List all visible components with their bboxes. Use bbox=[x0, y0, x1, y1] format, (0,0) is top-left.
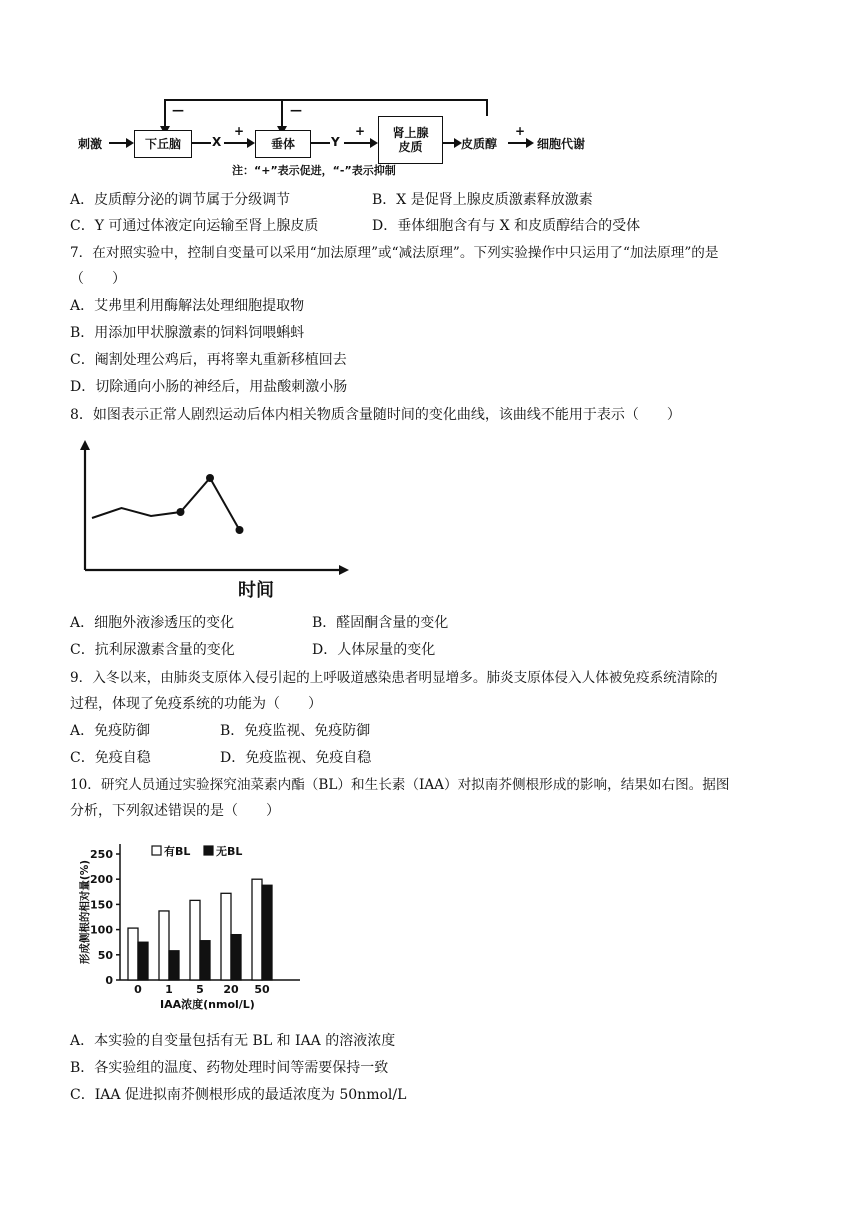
diagram-y-label: Y bbox=[331, 135, 340, 149]
line-chart bbox=[70, 438, 370, 608]
y-tick-label: 0 bbox=[105, 974, 113, 987]
y-tick-label: 250 bbox=[90, 848, 113, 861]
bar-without-bl bbox=[231, 935, 241, 980]
legend-swatch bbox=[204, 846, 213, 855]
bar-with-bl bbox=[159, 911, 169, 980]
diagram-x-label: X bbox=[212, 135, 222, 149]
q7-option-b: B．用添加甲状腺激素的饲料饲喂蝌蚪 bbox=[70, 325, 305, 341]
diagram-stimulus: 刺激 bbox=[78, 137, 103, 151]
q8-stem: 8．如图表示正常人剧烈运动后体内相关物质含量随时间的变化曲线，该曲线不能用于表示（ ） bbox=[70, 407, 681, 423]
diagram-plus-3: + bbox=[515, 124, 526, 138]
q7-option-c: C．阉割处理公鸡后，再将睾丸重新移植回去 bbox=[70, 352, 347, 368]
line-point bbox=[206, 474, 214, 482]
diagram-hypothalamus-label: 下丘脑 bbox=[144, 137, 181, 151]
legend-label: 有BL bbox=[164, 845, 191, 858]
q6-option-c: C．Y 可通过体液定向运输至肾上腺皮质 bbox=[70, 218, 319, 234]
bar-without-bl bbox=[169, 951, 179, 980]
line-chart-x-axis-label: 时间 bbox=[238, 580, 274, 601]
bar-with-bl bbox=[221, 893, 231, 980]
q7-stem-line2: （ ） bbox=[70, 271, 126, 287]
q10-option-a: A．本实验的自变量包括有无 BL 和 IAA 的溶液浓度 bbox=[70, 1033, 396, 1049]
bar-without-bl bbox=[262, 885, 272, 980]
diagram-minus-1: — bbox=[172, 103, 184, 117]
diagram-hypothalamus-box bbox=[134, 130, 192, 158]
line-series bbox=[92, 478, 240, 530]
feedback-diagram-lines bbox=[0, 0, 860, 200]
bar-chart-x-axis-label: IAA浓度(nmol/L) bbox=[160, 998, 255, 1011]
y-tick-label: 200 bbox=[90, 873, 113, 887]
x-tick-label: 0 bbox=[134, 983, 142, 996]
q10-stem-line1: 10．研究人员通过实验探究油菜素内酯（BL）和生长素（IAA）对拟南芥侧根形成的影响，结果如右图。据图 bbox=[70, 777, 730, 793]
diagram-adrenal-cortex-box bbox=[378, 116, 443, 164]
diagram-plus-2: + bbox=[355, 124, 366, 138]
q6-option-b: B．X 是促肾上腺皮质激素释放激素 bbox=[372, 192, 593, 208]
q8-option-d: D．人体尿量的变化 bbox=[312, 642, 436, 658]
y-tick-label: 150 bbox=[90, 898, 113, 912]
q9-option-a: A．免疫防御 bbox=[70, 723, 151, 739]
bar-with-bl bbox=[252, 879, 262, 980]
bar-with-bl bbox=[190, 900, 200, 980]
x-tick-label: 5 bbox=[196, 983, 204, 996]
q7-option-d: D．切除通向小肠的神经后，用盐酸刺激小肠 bbox=[70, 379, 348, 395]
diagram-pituitary-box bbox=[255, 130, 311, 158]
y-tick-label: 100 bbox=[90, 923, 113, 937]
diagram-metabolism: 细胞代谢 bbox=[537, 137, 586, 151]
line-point bbox=[177, 508, 185, 516]
q6-option-d: D．垂体细胞含有与 X 和皮质醇结合的受体 bbox=[372, 218, 641, 234]
legend-label: 无BL bbox=[216, 845, 243, 858]
diagram-minus-2: — bbox=[290, 103, 302, 117]
bar-with-bl bbox=[128, 928, 138, 980]
diagram-plus-1: + bbox=[234, 124, 245, 138]
diagram-note: 注：“+”表示促进，“-”表示抑制 bbox=[232, 164, 396, 177]
q8-option-b: B．醛固酮含量的变化 bbox=[312, 615, 449, 631]
q10-option-b: B．各实验组的温度、药物处理时间等需要保持一致 bbox=[70, 1060, 389, 1076]
diagram-adrenal-label-1: 肾上腺 bbox=[392, 126, 429, 140]
line-point bbox=[236, 526, 244, 534]
q9-stem-line1: 9．入冬以来，由肺炎支原体入侵引起的上呼吸道感染患者明显增多。肺炎支原体侵入人体被免疫系统清除的 bbox=[70, 670, 718, 686]
y-tick-label: 50 bbox=[97, 948, 113, 962]
q8-option-c: C．抗利尿激素含量的变化 bbox=[70, 642, 235, 658]
bar-without-bl bbox=[200, 941, 210, 980]
diagram-pituitary-label: 垂体 bbox=[270, 137, 295, 151]
x-tick-label: 20 bbox=[223, 983, 239, 996]
bar-chart-y-axis-label: 形成侧根的相对量(%) bbox=[79, 859, 91, 965]
q8-option-a: A．细胞外液渗透压的变化 bbox=[70, 615, 235, 631]
legend-swatch bbox=[152, 846, 161, 855]
q10-stem-line2: 分析，下列叙述错误的是（ ） bbox=[70, 803, 280, 819]
q7-option-a: A．艾弗里利用酶解法处理细胞提取物 bbox=[70, 298, 305, 314]
diagram-adrenal-label-2: 皮质 bbox=[398, 140, 423, 154]
x-tick-label: 1 bbox=[165, 983, 173, 996]
q7-stem-line1: 7．在对照实验中，控制自变量可以采用“加法原理”或“减法原理”。下列实验操作中只运用了“加法原理”的是 bbox=[70, 245, 719, 261]
q10-option-c: C．IAA 促进拟南芥侧根形成的最适浓度为 50nmol/L bbox=[70, 1087, 407, 1103]
q9-option-b: B．免疫监视、免疫防御 bbox=[220, 723, 371, 739]
diagram-cortisol: 皮质醇 bbox=[461, 137, 498, 151]
bar-chart bbox=[70, 830, 310, 1030]
q9-stem-line2: 过程，体现了免疫系统的功能为（ ） bbox=[70, 696, 322, 712]
q9-option-d: D．免疫监视、免疫自稳 bbox=[220, 750, 372, 766]
q9-option-c: C．免疫自稳 bbox=[70, 750, 151, 766]
q6-option-a: A．皮质醇分泌的调节属于分级调节 bbox=[70, 192, 291, 208]
bar-without-bl bbox=[138, 942, 148, 980]
x-tick-label: 50 bbox=[254, 983, 270, 996]
